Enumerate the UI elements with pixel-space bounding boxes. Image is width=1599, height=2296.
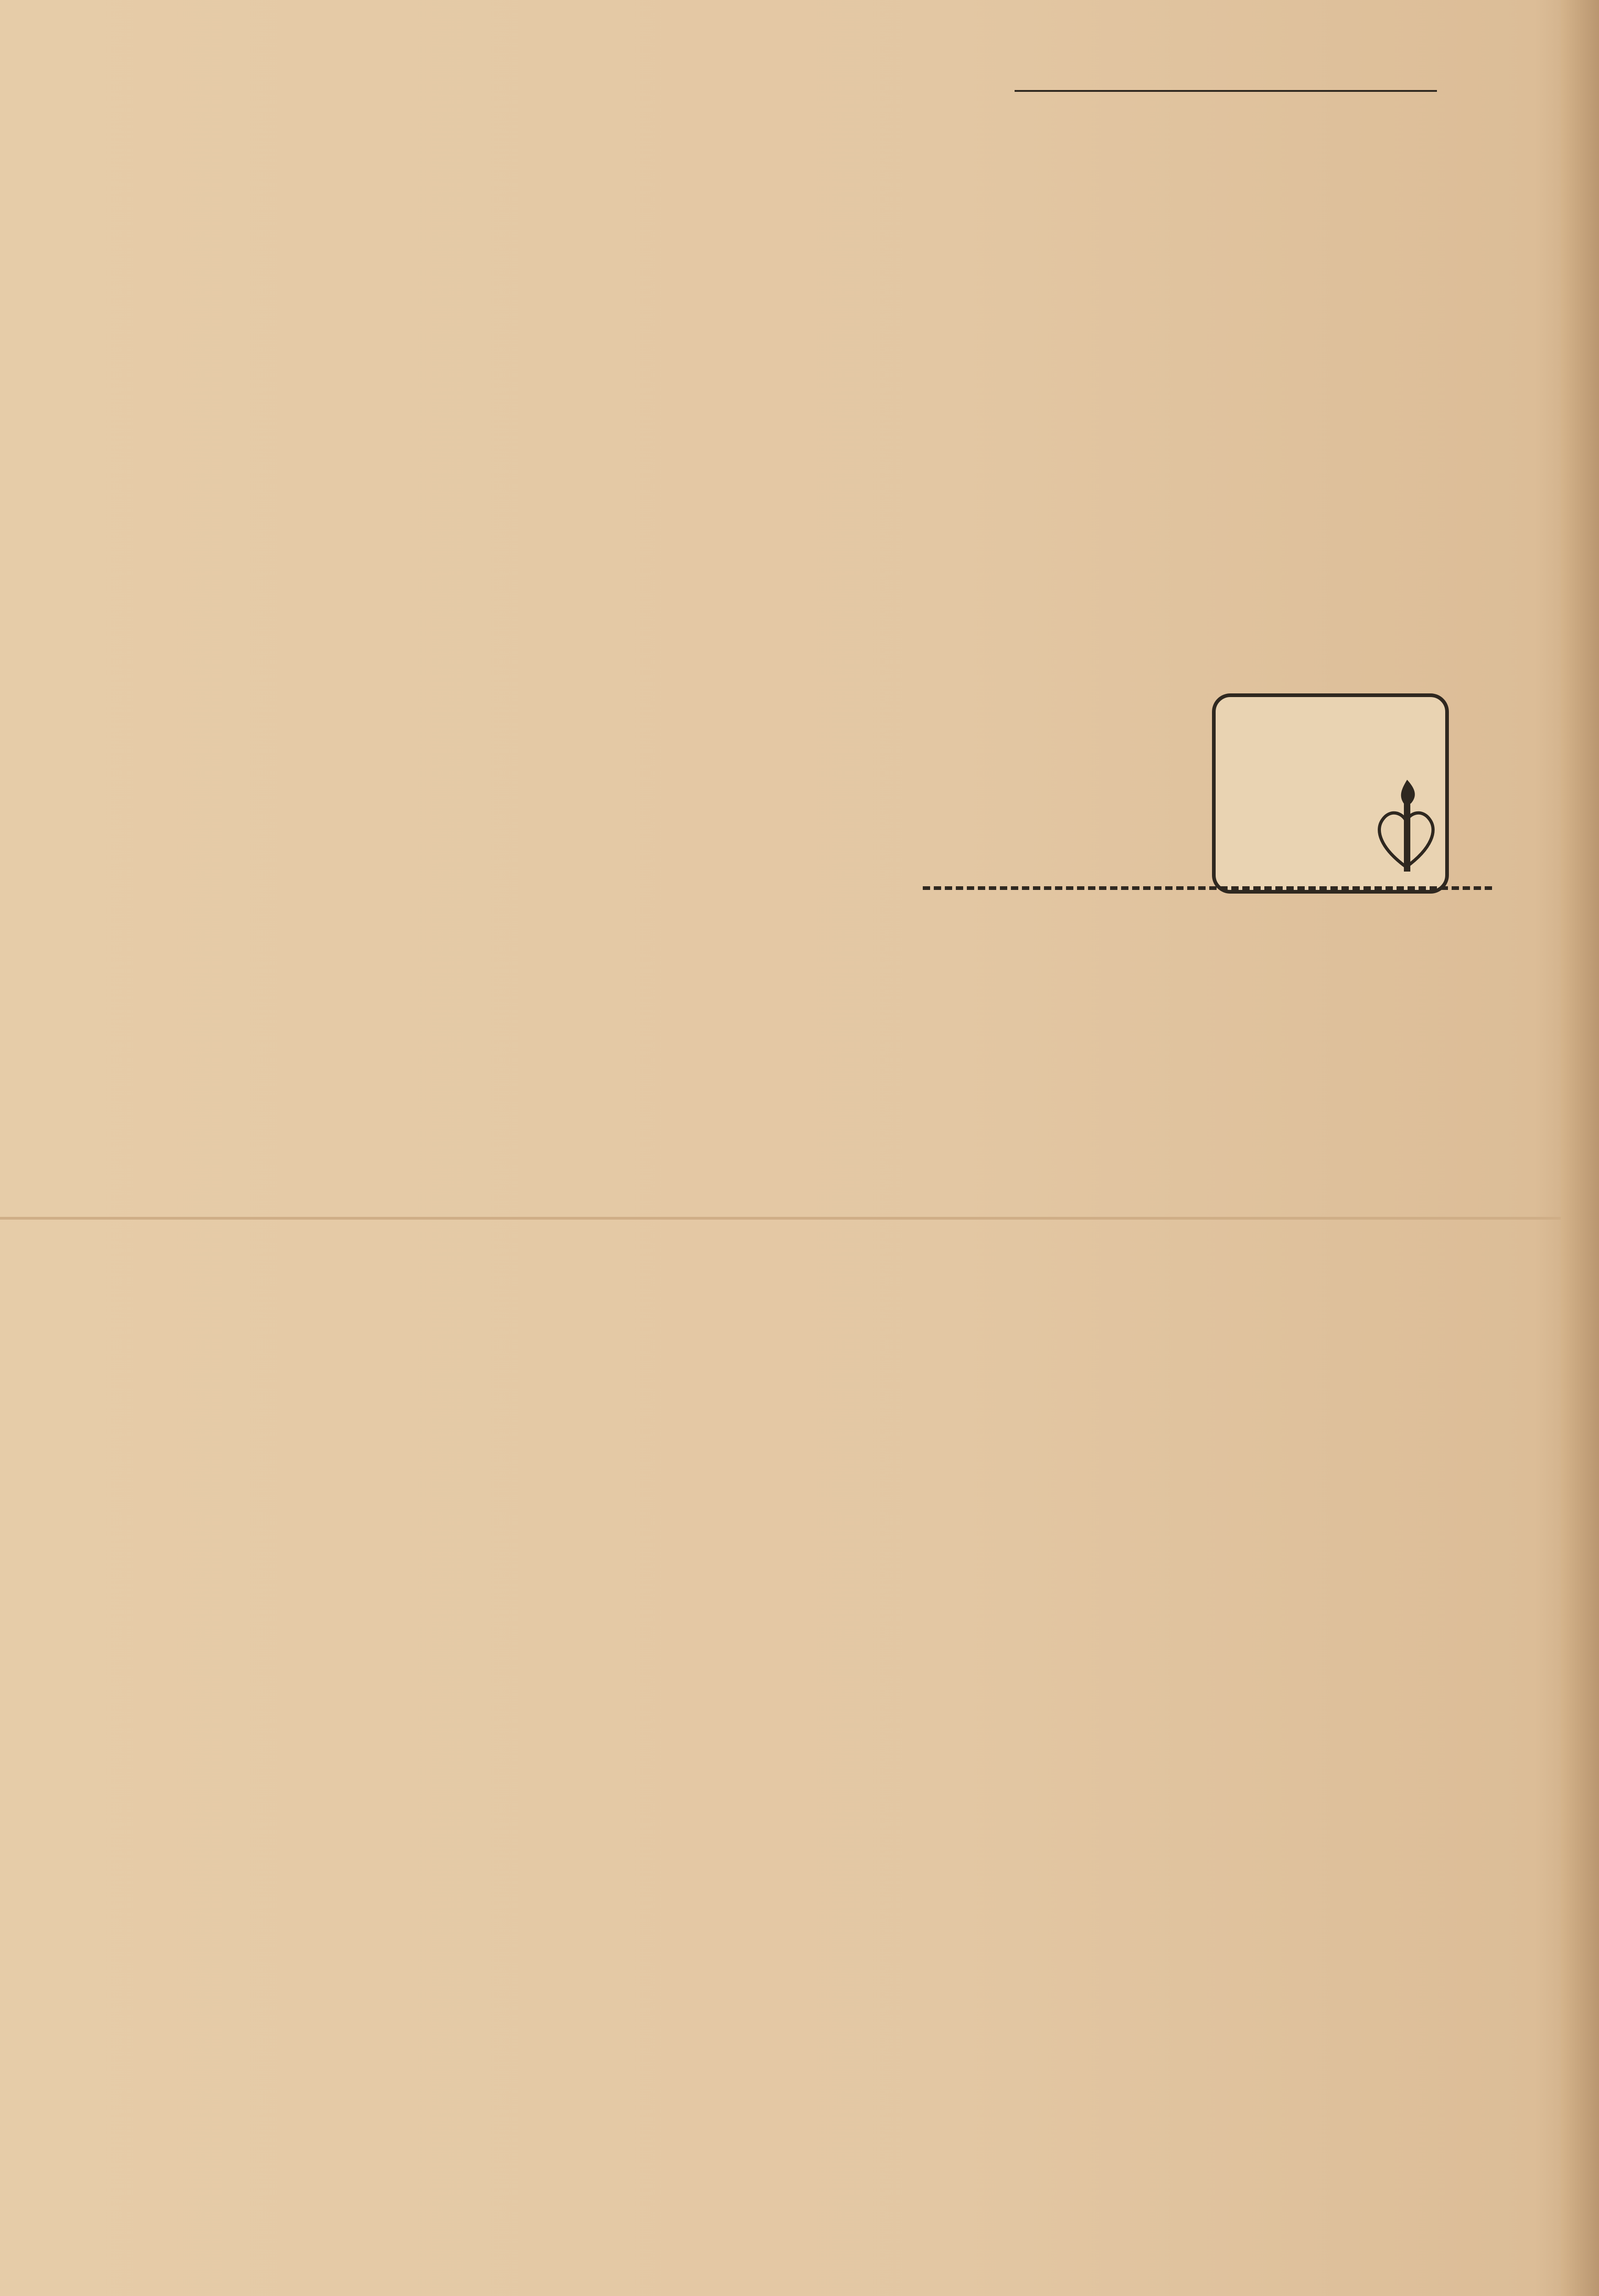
torch-heart-icon [1372,775,1441,881]
page-edge [1561,0,1599,2296]
running-head-rule [1015,90,1437,92]
heart-fund-ad [1212,693,1449,894]
page-fold [0,1217,1599,1220]
dashed-divider [923,886,1492,890]
